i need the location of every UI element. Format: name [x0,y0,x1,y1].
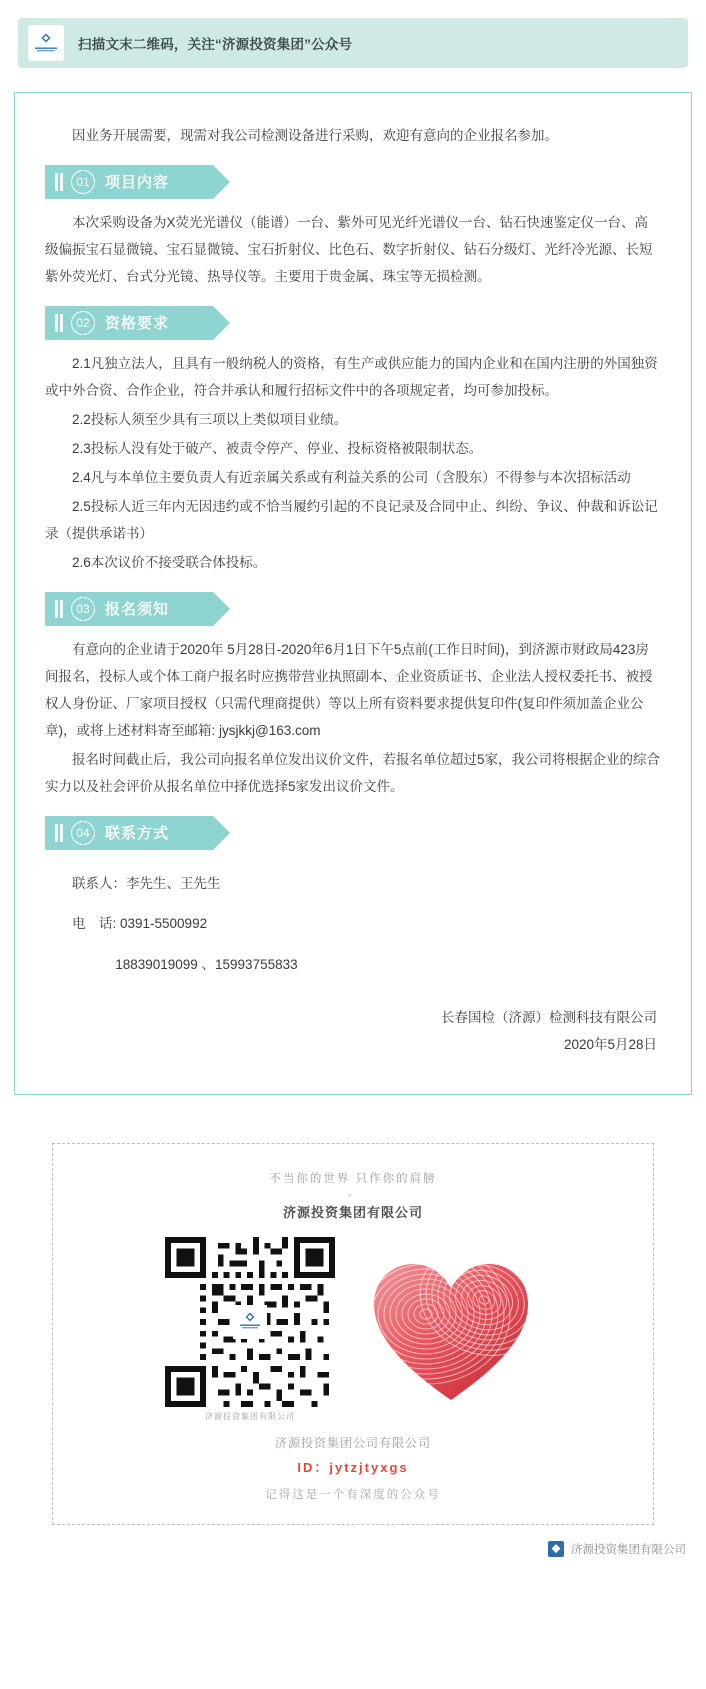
footer-dot: 。 [348,1187,358,1199]
account-name[interactable]: 济源投资集团有限公司 [571,1543,686,1556]
account-bar[interactable] [0,1525,706,1575]
footer-tagline: 记得这是一个有深度的公众号 [265,1488,441,1501]
qr-center-logo-icon [233,1305,267,1339]
contact-phone: 电 话: 0391-5500992 [72,916,208,932]
fingerprint-heart-icon [361,1244,541,1414]
section-01-paragraph: 本次采购设备为X荧光光谱仪（能谱）一台、紫外可见光纤光谱仪一台、钻石快速鉴定仪一台、高级偏振宝石显微镜、宝石显微镜、宝石折射仪、比色石、数字折射仪、钻石分级灯、光纤冷光源、长短紫外荧光灯、台式分光镜、热导仪等。主要用于贵金属、珠宝等无损检测。 [45,214,653,284]
section-03-paragraph: 报名时间截止后，我公司向报名单位发出议价文件，若报名单位超过5家，我公司将根据企业的综合实力以及社会评价从报名单位中择优选择5家发出议价文件。 [45,751,661,794]
company-logo-icon [28,25,64,61]
contact-person: 联系人：李先生、王先生 [72,875,221,891]
ribbon-bars-icon [55,173,63,191]
qr-caption: 济源投资集团有限公司 [205,1411,295,1421]
section-02-paragraph: 2.6本次议价不接受联合体投标。 [72,554,267,570]
section-02-paragraph: 2.2投标人须至少具有三项以上类似项目业绩。 [72,411,348,427]
section-number: 04 [71,821,95,845]
section-header-04 [45,816,230,850]
intro-paragraph: 因业务开展需要，现需对我公司检测设备进行采购，欢迎有意向的企业报名参加。 [72,128,558,143]
section-title: 项目内容 [105,174,170,192]
ribbon-bars-icon [55,600,63,618]
footer-account-id: ID：jytzjtyxgs [297,1459,409,1475]
footer-account-name: 济源投资集团公司有限公司 [274,1435,431,1450]
section-header-01 [45,165,230,199]
ribbon-bars-icon [55,314,63,332]
wechat-account-logo-icon [548,1541,564,1557]
section-title: 报名须知 [105,601,170,619]
section-number: 03 [71,597,95,621]
ribbon-bars-icon [55,824,63,842]
section-02-paragraph: 2.4凡与本单位主要负责人有近亲属关系或有利益关系的公司（含股东）不得参与本次招标活动 [72,469,631,485]
footer-slogan: 不当你的世界 只作你的肩膀 [269,1172,437,1185]
section-number: 01 [71,170,95,194]
section-header-02 [45,306,230,340]
footer-promo-block [52,1143,654,1525]
section-03-paragraph: 有意向的企业请于2020年 5月28日-2020年6月1日下午5点前(工作日时间)，到济源市财政局423房间报名，投标人或个体工商户报名时应携带营业执照副本、企业资质证书、企业法人授权委托书、被授权人身份证、厂家项目授权（只需代理商提供）等以上所有资料要求提供复印件(复印件须加盖企业公章)，或将上述材料寄至邮箱: jysjkkj@163.com [45,641,653,738]
top-banner [18,18,688,68]
document-card [14,92,692,1095]
signature-date: 2020年5月28日 [563,1036,657,1052]
qr-code[interactable] [165,1237,335,1407]
signature-company: 长春国检（济源）检测科技有限公司 [441,1009,657,1025]
qr-code-block [165,1237,335,1422]
footer-media-row [71,1237,635,1422]
section-02-paragraph: 2.1凡独立法人，且具有一般纳税人的资格，有生产或供应能力的国内企业和在国内注册的外国独资或中外合资、合作企业，符合并承认和履行招标文件中的各项规定者，均可参加投标。 [45,355,658,398]
signature-block [45,1004,661,1058]
section-header-03 [45,592,230,626]
section-02-paragraph: 2.3投标人没有处于破产、被责令停产、停业、投标资格被限制状态。 [72,440,483,456]
section-title: 资格要求 [105,315,170,333]
banner-text: 扫描文末二维码，关注“济源投资集团”公众号 [78,37,353,52]
section-title: 联系方式 [105,825,170,843]
contact-mobile: 18839019099 、15993755833 [115,956,298,972]
footer-company: 济源投资集团有限公司 [282,1204,423,1220]
section-number: 02 [71,311,95,335]
section-02-paragraph: 2.5投标人近三年内无因违约或不恰当履约引起的不良记录及合同中止、纠纷、争议、仲裁和诉讼记录（提供承诺书） [45,498,658,541]
document-page [0,18,706,1689]
